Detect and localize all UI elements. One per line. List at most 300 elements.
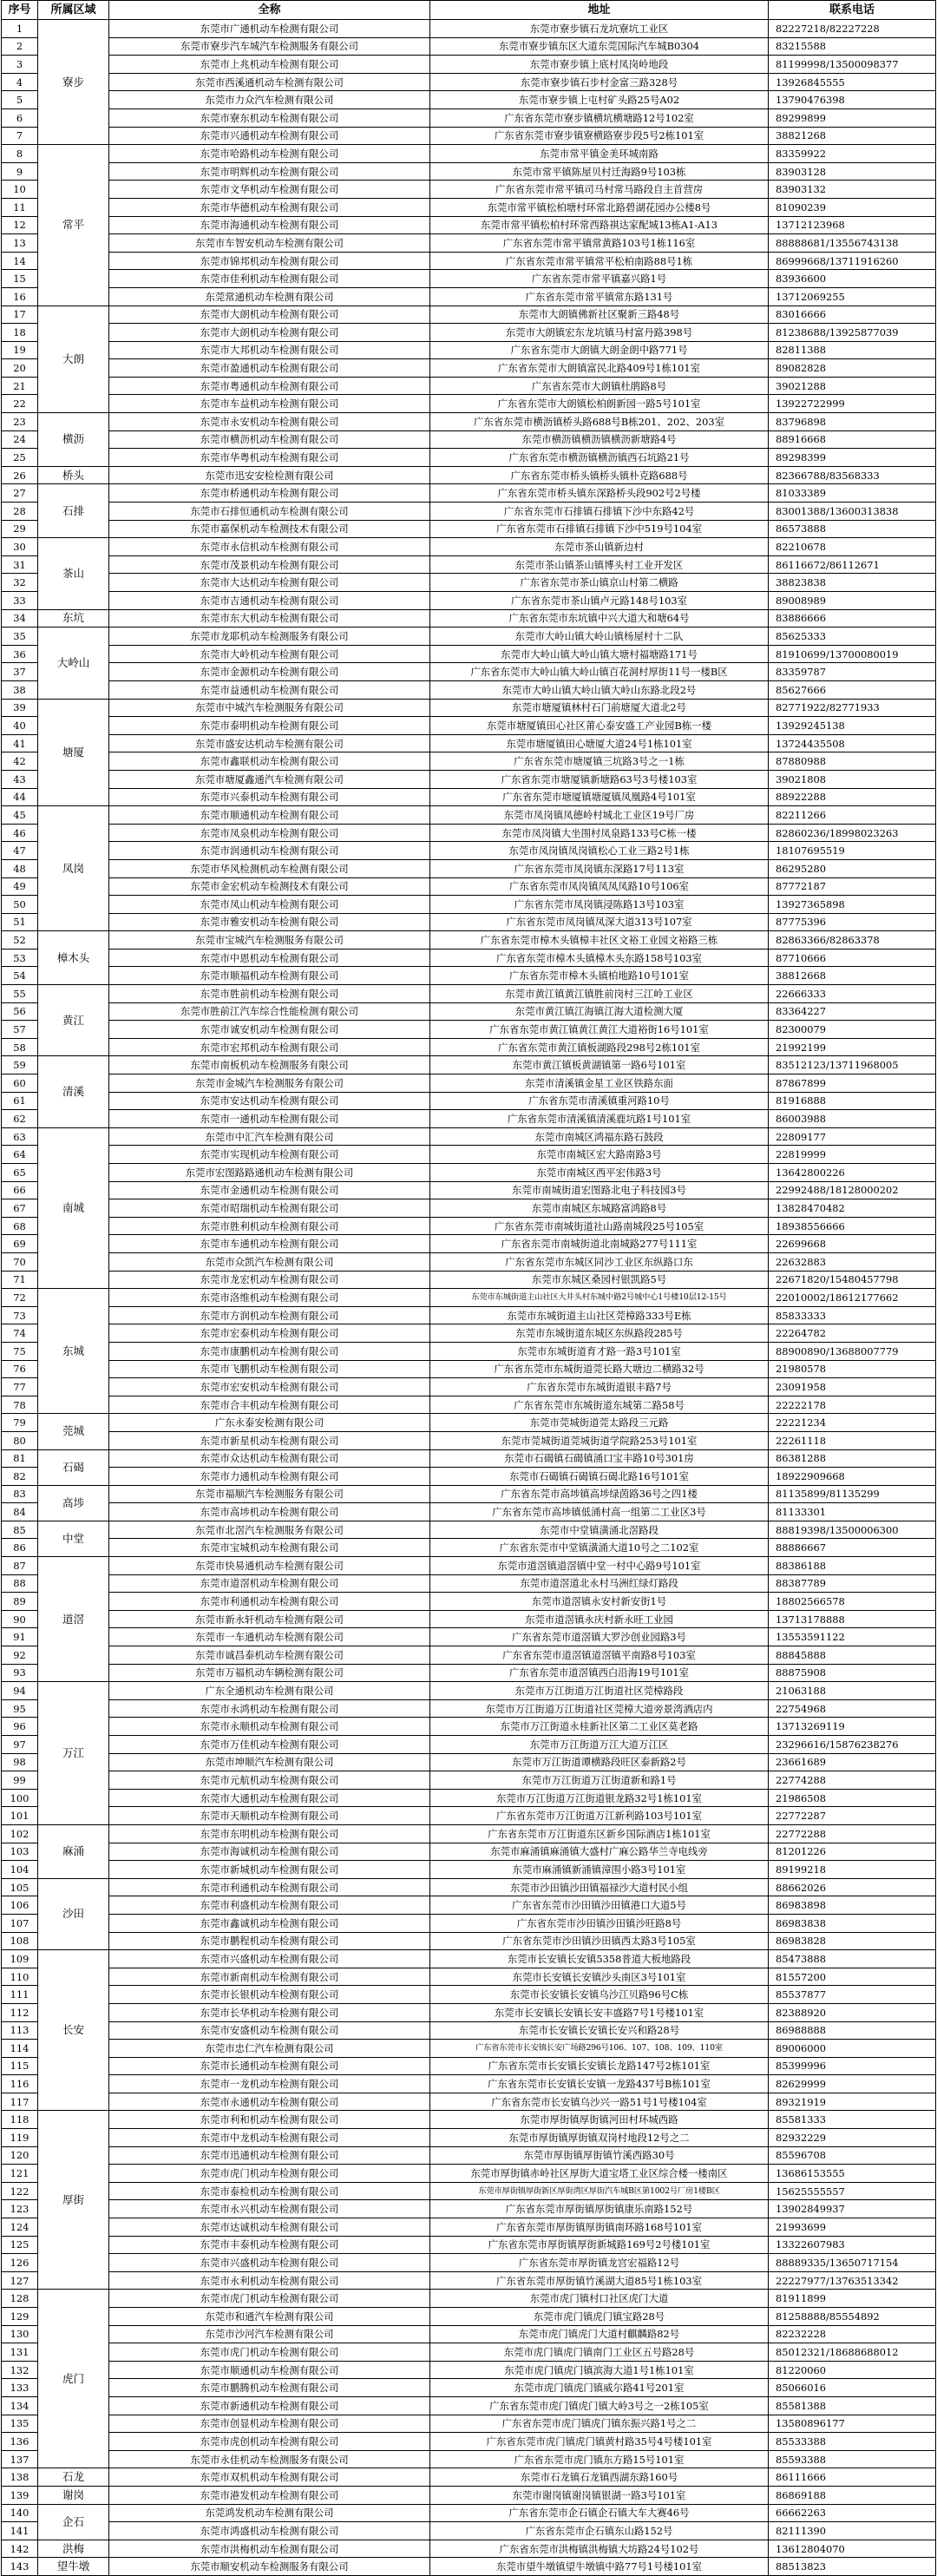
table-row xyxy=(2,503,936,521)
row-number: 75 xyxy=(2,1342,38,1360)
area-cell: 莞城 xyxy=(38,1414,109,1449)
company-address: 东莞市万江街道谭横路段旺区泰新路2号 xyxy=(430,1753,769,1771)
company-name: 东莞市泰检机动车检测有限公司 xyxy=(109,2182,430,2200)
table-row xyxy=(2,2182,936,2200)
phone-number: 85533388 xyxy=(769,2433,936,2451)
company-address: 广东省东莞市常平镇嘉兴路1号 xyxy=(430,270,769,288)
table-row xyxy=(2,252,936,270)
row-number: 127 xyxy=(2,2271,38,2290)
row-number: 61 xyxy=(2,1092,38,1110)
phone-number: 83215588 xyxy=(769,37,936,56)
company-name: 东莞市东明机动车检测有限公司 xyxy=(109,1824,430,1843)
row-number: 45 xyxy=(2,806,38,825)
phone-number: 82863366/82863378 xyxy=(769,931,936,950)
company-name: 东莞市西溪通机动车检测有限公司 xyxy=(109,73,430,91)
area-cell: 横沥 xyxy=(38,413,109,467)
phone-number: 82388920 xyxy=(769,2003,936,2021)
area-cell: 谢岗 xyxy=(38,2486,109,2504)
phone-number: 82629999 xyxy=(769,2075,936,2093)
company-name: 东莞市高埗机动车检测有限公司 xyxy=(109,1503,430,1521)
table-row xyxy=(2,1002,936,1021)
company-address: 东莞市莞城街道莞太路段三元路 xyxy=(430,1414,769,1432)
company-name: 东莞市宝城机动车检测有限公司 xyxy=(109,1539,430,1557)
phone-number: 87710666 xyxy=(769,949,936,967)
company-address: 东莞市虎门镇虎门大道村麒麟路82号 xyxy=(430,2325,769,2343)
company-name: 东莞市顺福机动车检测有限公司 xyxy=(109,967,430,985)
company-name: 东莞市虎门机动车检测有限公司 xyxy=(109,2290,430,2308)
row-number: 101 xyxy=(2,1807,38,1825)
row-number: 52 xyxy=(2,931,38,950)
phone-number: 85627666 xyxy=(769,680,936,699)
phone-number: 22772287 xyxy=(769,1807,936,1825)
company-name: 东莞市上兆机动车检测有限公司 xyxy=(109,56,430,74)
company-address: 广东省东莞市厚街镇竹溪湖大道85号1栋103室 xyxy=(430,2271,769,2290)
row-number: 9 xyxy=(2,162,38,181)
table-row xyxy=(2,1485,936,1503)
company-address: 东莞市寮步镇石龙坑寮坑工业区 xyxy=(430,20,769,38)
phone-number: 13713178888 xyxy=(769,1610,936,1628)
table-row xyxy=(2,413,936,431)
row-number: 40 xyxy=(2,717,38,735)
row-number: 66 xyxy=(2,1181,38,1199)
phone-number: 21063188 xyxy=(769,1682,936,1700)
company-name: 东莞市兴盛机动车检测有限公司 xyxy=(109,1950,430,1968)
row-number: 134 xyxy=(2,2396,38,2415)
table-row xyxy=(2,91,936,109)
area-cell: 虎门 xyxy=(38,2290,109,2468)
company-name: 东莞市雅安机动车检测有限公司 xyxy=(109,913,430,931)
company-address: 东莞市石龙镇石龙镇西湖东路160号 xyxy=(430,2468,769,2487)
row-number: 99 xyxy=(2,1771,38,1790)
phone-number: 81910699/13700080019 xyxy=(769,645,936,663)
phone-number: 13922722999 xyxy=(769,395,936,413)
row-number: 135 xyxy=(2,2415,38,2433)
phone-number: 22774288 xyxy=(769,1771,936,1790)
row-number: 124 xyxy=(2,2218,38,2237)
table-row xyxy=(2,1235,936,1253)
company-address: 广东省东莞市高埗镇低涌村高一组第二工业区3号 xyxy=(430,1503,769,1521)
table-row xyxy=(2,1503,936,1521)
company-name: 东莞市金城汽车检测服务有限公司 xyxy=(109,1074,430,1093)
company-name: 东莞市新星机动车检测有限公司 xyxy=(109,1431,430,1449)
phone-number: 86988888 xyxy=(769,2021,936,2040)
row-number: 103 xyxy=(2,1843,38,1861)
company-address: 东莞市虎门镇村口社区虎门大道 xyxy=(430,2290,769,2308)
phone-number: 13580896177 xyxy=(769,2415,936,2433)
row-number: 38 xyxy=(2,680,38,699)
table-row xyxy=(2,1306,936,1324)
row-number: 128 xyxy=(2,2290,38,2308)
row-number: 132 xyxy=(2,2361,38,2379)
table-row xyxy=(2,395,936,413)
company-address: 东莞市谢岗镇谢岗镇银湖一路3号101室 xyxy=(430,2486,769,2504)
phone-number: 89299899 xyxy=(769,108,936,127)
row-number: 106 xyxy=(2,1896,38,1915)
row-number: 129 xyxy=(2,2308,38,2326)
phone-number: 83359922 xyxy=(769,145,936,163)
table-row xyxy=(2,1932,936,1950)
table-row xyxy=(2,1021,936,1039)
company-name: 东莞市沙河汽车检测有限公司 xyxy=(109,2325,430,2343)
company-name: 东莞市鸿盛机动车检测有限公司 xyxy=(109,2522,430,2540)
company-name: 东莞市迅通机动车检测有限公司 xyxy=(109,2146,430,2165)
row-number: 68 xyxy=(2,1217,38,1235)
company-address: 广东省东莞市万江街道万江新利路103号101室 xyxy=(430,1807,769,1825)
company-name: 东莞市华风检测机动车检测有限公司 xyxy=(109,859,430,877)
company-address: 东莞市南城区西平宏伟路3号 xyxy=(430,1164,769,1182)
company-name: 东莞市天顺机动车检测有限公司 xyxy=(109,1807,430,1825)
table-row xyxy=(2,752,936,771)
company-name: 东莞市康鹏机动车检测有限公司 xyxy=(109,1342,430,1360)
phone-number: 86003988 xyxy=(769,1110,936,1128)
company-name: 东莞市石排恒通机动车检测有限公司 xyxy=(109,503,430,521)
row-number: 76 xyxy=(2,1360,38,1378)
table-row xyxy=(2,2236,936,2254)
table-row xyxy=(2,1324,936,1343)
company-address: 广东省东莞市道滘镇西白沿海19号101室 xyxy=(430,1664,769,1682)
row-number: 8 xyxy=(2,145,38,163)
row-number: 62 xyxy=(2,1110,38,1128)
company-name: 东莞市大岭机动车检测有限公司 xyxy=(109,645,430,663)
company-name: 东莞市利盛机动车检测有限公司 xyxy=(109,1896,430,1915)
table-row xyxy=(2,1521,936,1539)
table-row xyxy=(2,20,936,38)
company-address: 广东省东莞市常平镇常东路131号 xyxy=(430,287,769,306)
company-address: 广东省东莞市石排镇石排镇下沙中东路42号 xyxy=(430,503,769,521)
table-row xyxy=(2,2396,936,2415)
table-row xyxy=(2,2450,936,2468)
table-row xyxy=(2,1539,936,1557)
company-name: 东莞市大通机动车检测有限公司 xyxy=(109,1789,430,1807)
row-number: 79 xyxy=(2,1414,38,1432)
row-number: 57 xyxy=(2,1021,38,1039)
row-number: 24 xyxy=(2,430,38,449)
row-number: 138 xyxy=(2,2468,38,2487)
company-address: 广东省东莞市寮步镇寮横路寮步段5号2栋101室 xyxy=(430,127,769,145)
phone-number: 22772288 xyxy=(769,1824,936,1843)
company-name: 东莞市虎创机动车检测有限公司 xyxy=(109,2433,430,2451)
phone-number: 81220060 xyxy=(769,2361,936,2379)
company-address: 东莞市石碣镇石碣镇石碣北路16号101室 xyxy=(430,1468,769,1486)
row-number: 17 xyxy=(2,306,38,324)
company-address: 东莞市寮步镇上屯村矿头路25号A02 xyxy=(430,91,769,109)
table-row xyxy=(2,56,936,74)
company-name: 东莞市车智安机动车检测有限公司 xyxy=(109,234,430,253)
table-row xyxy=(2,449,936,467)
phone-number: 87867899 xyxy=(769,1074,936,1093)
area-cell: 企石 xyxy=(38,2504,109,2540)
table-row xyxy=(2,1252,936,1271)
phone-number: 87772187 xyxy=(769,877,936,896)
row-number: 85 xyxy=(2,1521,38,1539)
phone-number: 82860236/18998023263 xyxy=(769,824,936,842)
phone-number: 22819999 xyxy=(769,1146,936,1164)
phone-number: 13686153555 xyxy=(769,2165,936,2183)
phone-number: 86983838 xyxy=(769,1914,936,1932)
company-name: 东莞市众达机动车检测有限公司 xyxy=(109,1449,430,1468)
company-name: 东莞市胜利机动车检测有限公司 xyxy=(109,1217,430,1235)
row-number: 120 xyxy=(2,2146,38,2165)
row-number: 69 xyxy=(2,1235,38,1253)
header-row xyxy=(2,1,936,20)
company-address: 广东省东莞市横沥镇桥头路688号B栋201、202、203室 xyxy=(430,413,769,431)
phone-number: 81557200 xyxy=(769,1968,936,1986)
company-address: 东莞市道滘镇永安村新安街1号 xyxy=(430,1593,769,1611)
table-row xyxy=(2,1199,936,1218)
phone-number: 88922288 xyxy=(769,788,936,806)
table-row xyxy=(2,1699,936,1718)
company-name: 东莞市顺通机动车检测有限公司 xyxy=(109,806,430,825)
company-address: 广东省东莞市南城街道社山路南城段25号105室 xyxy=(430,1217,769,1235)
row-number: 104 xyxy=(2,1861,38,1879)
table-row xyxy=(2,270,936,288)
company-address: 东莞市南城区宏大路南路3号 xyxy=(430,1146,769,1164)
area-cell: 凤岗 xyxy=(38,806,109,931)
company-address: 广东省东莞市万江街道东区新乡国际酒店1栋101室 xyxy=(430,1824,769,1843)
row-number: 115 xyxy=(2,2057,38,2075)
row-number: 46 xyxy=(2,824,38,842)
company-address: 东莞市东城街道主山社区莞樟路333号E栋 xyxy=(430,1306,769,1324)
row-number: 112 xyxy=(2,2003,38,2021)
company-name: 东莞市利通机动车检测有限公司 xyxy=(109,1593,430,1611)
table-row xyxy=(2,2129,936,2147)
row-number: 117 xyxy=(2,2093,38,2111)
phone-number: 21980578 xyxy=(769,1360,936,1378)
company-name: 东莞市诚安机动车检测有限公司 xyxy=(109,1021,430,1039)
phone-number: 82232228 xyxy=(769,2325,936,2343)
company-address: 广东省东莞市厚街镇龙宫宏福路12号 xyxy=(430,2254,769,2272)
company-address: 广东省东莞市沙田镇沙田镇西太路3号105室 xyxy=(430,1932,769,1950)
phone-number: 85593388 xyxy=(769,2450,936,2468)
phone-number: 82211266 xyxy=(769,806,936,825)
company-name: 东莞市益通机动车检测有限公司 xyxy=(109,680,430,699)
phone-number: 81135899/81135299 xyxy=(769,1485,936,1503)
table-row xyxy=(2,1843,936,1861)
company-name: 东莞市新城机动车检测有限公司 xyxy=(109,1861,430,1879)
phone-number: 38821268 xyxy=(769,127,936,145)
phone-number: 86116672/86112671 xyxy=(769,555,936,574)
row-number: 142 xyxy=(2,2540,38,2558)
company-name: 东莞市洪梅机动车检测有限公司 xyxy=(109,2540,430,2558)
phone-number: 82771922/82771933 xyxy=(769,699,936,717)
row-number: 23 xyxy=(2,413,38,431)
table-row xyxy=(2,341,936,359)
company-address: 东莞市厚街镇厚街镇双岗村地段12号之二 xyxy=(430,2129,769,2147)
company-address: 广东省东莞市长安镇长安镇一龙路437号B栋101室 xyxy=(430,2075,769,2093)
phone-number: 66662263 xyxy=(769,2504,936,2522)
company-address: 东莞市长安镇长安镇乌沙江贝路96号C栋 xyxy=(430,1986,769,2004)
table-row xyxy=(2,788,936,806)
company-name: 东莞市诚昌泰机动车检测有限公司 xyxy=(109,1646,430,1665)
table-row xyxy=(2,1753,936,1771)
row-number: 14 xyxy=(2,252,38,270)
phone-number: 86381288 xyxy=(769,1449,936,1468)
company-name: 东莞市塘厦鑫通汽车检测有限公司 xyxy=(109,770,430,788)
row-number: 125 xyxy=(2,2236,38,2254)
company-address: 东莞市茶山镇新边村 xyxy=(430,538,769,556)
company-address: 东莞市寮步镇东区大道东莞国际汽车城B0304 xyxy=(430,37,769,56)
company-address: 东莞市麻涌镇新涌镇漳围小路3号101室 xyxy=(430,1861,769,1879)
company-name: 东莞市迅安安检检测有限公司 xyxy=(109,466,430,484)
company-address: 东莞市虎门镇虎门镇滨海大道1号1栋101室 xyxy=(430,2361,769,2379)
row-number: 133 xyxy=(2,2379,38,2397)
phone-number: 22699668 xyxy=(769,1235,936,1253)
company-address: 广东省东莞市厚街镇厚街镇康乐南路152号 xyxy=(430,2200,769,2218)
company-address: 东莞市南城街道宏图路北电子科技园3号 xyxy=(430,1181,769,1199)
company-name: 东莞市鹏程机动车检测有限公司 xyxy=(109,1932,430,1950)
row-number: 119 xyxy=(2,2129,38,2147)
phone-number: 22632883 xyxy=(769,1252,936,1271)
company-name: 东莞市鑫联机动车检测有限公司 xyxy=(109,752,430,771)
company-address: 广东省东莞市沙田镇沙田镇港口大道5号 xyxy=(430,1896,769,1915)
table-row xyxy=(2,1593,936,1611)
row-number: 121 xyxy=(2,2165,38,2183)
row-number: 100 xyxy=(2,1789,38,1807)
area-cell: 长安 xyxy=(38,1950,109,2111)
company-address: 东莞市东城街道东城区东纵路段285号 xyxy=(430,1324,769,1343)
company-address: 广东省东莞市企石镇东山路152号 xyxy=(430,2522,769,2540)
table-row xyxy=(2,377,936,395)
table-row xyxy=(2,2433,936,2451)
header-address: 地址 xyxy=(430,1,769,20)
row-number: 51 xyxy=(2,913,38,931)
company-address: 东莞市道滘镇永庆村新永旺工业园 xyxy=(430,1610,769,1628)
company-name: 东莞市坤顺汽车检测有限公司 xyxy=(109,1753,430,1771)
company-name: 东莞市泰明机动车检测有限公司 xyxy=(109,717,430,735)
phone-number: 88386188 xyxy=(769,1557,936,1575)
company-address: 东莞市道滘镇道滘镇中堂一村中心路9号101室 xyxy=(430,1557,769,1575)
table-row xyxy=(2,73,936,91)
company-name: 东莞市安达机动车检测有限公司 xyxy=(109,1092,430,1110)
row-number: 15 xyxy=(2,270,38,288)
area-cell: 东城 xyxy=(38,1289,109,1414)
company-name: 东莞市佳利机动车检测有限公司 xyxy=(109,270,430,288)
phone-number: 85625333 xyxy=(769,628,936,646)
table-row xyxy=(2,1342,936,1360)
company-address: 广东省东莞市大朗镇大朗金朗中路771号 xyxy=(430,341,769,359)
company-name: 东莞市新永轩机动车检测有限公司 xyxy=(109,1610,430,1628)
company-name: 东莞市海诚机动车检测有限公司 xyxy=(109,1843,430,1861)
row-number: 92 xyxy=(2,1646,38,1665)
company-address: 东莞市万江街道万江街道社区莞樟路段 xyxy=(430,1682,769,1700)
row-number: 96 xyxy=(2,1718,38,1736)
table-row xyxy=(2,2361,936,2379)
row-number: 26 xyxy=(2,466,38,484)
company-address: 东莞市寮步镇上底村凤岗岭地段 xyxy=(430,56,769,74)
company-name: 广东永泰安检测有限公司 xyxy=(109,1414,430,1432)
table-body xyxy=(2,20,936,2576)
header-no: 序号 xyxy=(2,1,38,20)
company-name: 东莞市大达机动车检测有限公司 xyxy=(109,574,430,592)
table-row xyxy=(2,2093,936,2111)
phone-number: 82227218/82227228 xyxy=(769,20,936,38)
company-address: 广东省东莞市虎门镇虎门镇东振兴路1号之二 xyxy=(430,2415,769,2433)
company-name: 东莞市长华机动车检测有限公司 xyxy=(109,2003,430,2021)
table-row xyxy=(2,1360,936,1378)
row-number: 77 xyxy=(2,1378,38,1396)
company-address: 广东省东莞市长安镇长安镇长龙路147号2栋101室 xyxy=(430,2057,769,2075)
company-address: 东莞市常平镇陈屋贝村迁海路9号103栋 xyxy=(430,162,769,181)
company-name: 东莞市宏邦机动车检测有限公司 xyxy=(109,1038,430,1056)
row-number: 114 xyxy=(2,2040,38,2058)
company-name: 东莞市中龙机动车检测有限公司 xyxy=(109,2129,430,2147)
row-number: 109 xyxy=(2,1950,38,1968)
table-row xyxy=(2,2415,936,2433)
company-name: 东莞市明辉机动车检测有限公司 xyxy=(109,162,430,181)
table-row xyxy=(2,2021,936,2040)
company-name: 东莞市万佳机动车检测有限公司 xyxy=(109,1736,430,1754)
company-name: 东莞市福顺汽车检测服务有限公司 xyxy=(109,1485,430,1503)
company-address: 东莞市莞城街道莞城街道学院路253号101室 xyxy=(430,1431,769,1449)
phone-number: 13790476398 xyxy=(769,91,936,109)
row-number: 29 xyxy=(2,520,38,538)
phone-number: 89321919 xyxy=(769,2093,936,2111)
table-row xyxy=(2,1682,936,1700)
table-row xyxy=(2,1736,936,1754)
area-cell: 沙田 xyxy=(38,1878,109,1949)
table-row xyxy=(2,2271,936,2290)
company-name: 东莞市力通机动车检测有限公司 xyxy=(109,1468,430,1486)
company-address: 广东省东莞市常平镇司马村常马路段自主首营房 xyxy=(430,181,769,199)
table-row xyxy=(2,234,936,253)
row-number: 55 xyxy=(2,985,38,1003)
row-number: 18 xyxy=(2,324,38,342)
area-cell: 石排 xyxy=(38,484,109,538)
row-number: 44 xyxy=(2,788,38,806)
company-name: 东莞市永兴机动车检测有限公司 xyxy=(109,2200,430,2218)
row-number: 3 xyxy=(2,56,38,74)
row-number: 108 xyxy=(2,1932,38,1950)
phone-number: 89199218 xyxy=(769,1861,936,1879)
table-row xyxy=(2,609,936,628)
phone-number: 88900890/13688007779 xyxy=(769,1342,936,1360)
area-cell: 樟木头 xyxy=(38,931,109,985)
phone-number: 85473888 xyxy=(769,1950,936,1968)
row-number: 131 xyxy=(2,2343,38,2362)
table-row xyxy=(2,896,936,914)
company-address: 东莞市黄江镇黄江镇胜前岗村三江岭工业区 xyxy=(430,985,769,1003)
table-row xyxy=(2,1950,936,1968)
company-name: 东莞市快易通机动车检测有限公司 xyxy=(109,1557,430,1575)
company-address: 东莞市南城区鸿福东路石鼓段 xyxy=(430,1127,769,1146)
table-row xyxy=(2,1431,936,1449)
company-address: 广东省东莞市洪梅镇洪梅镇大坊路24号102号 xyxy=(430,2540,769,2558)
phone-number: 83359787 xyxy=(769,663,936,681)
table-row xyxy=(2,1127,936,1146)
phone-number: 81911899 xyxy=(769,2290,936,2308)
company-name: 东莞市胜前机动车检测有限公司 xyxy=(109,985,430,1003)
company-address: 东莞市黄江镇江海镇江海大道检测大厦 xyxy=(430,1002,769,1021)
company-name: 东莞市合丰机动车检测有限公司 xyxy=(109,1396,430,1414)
area-cell: 万江 xyxy=(38,1682,109,1825)
row-number: 95 xyxy=(2,1699,38,1718)
phone-number: 83936600 xyxy=(769,270,936,288)
company-name: 东莞市新通机动车检测有限公司 xyxy=(109,2396,430,2415)
table-row xyxy=(2,108,936,127)
company-name: 东莞市胜前江汽车综合性能检测有限公司 xyxy=(109,1002,430,1021)
row-number: 49 xyxy=(2,877,38,896)
company-name: 东莞市一通机动车检测有限公司 xyxy=(109,1110,430,1128)
area-cell: 麻涌 xyxy=(38,1824,109,1878)
company-address: 东莞市常平镇金美环城南路 xyxy=(430,145,769,163)
header-area: 所属区域 xyxy=(38,1,109,20)
phone-number: 13902849937 xyxy=(769,2200,936,2218)
row-number: 78 xyxy=(2,1396,38,1414)
phone-number: 86983898 xyxy=(769,1896,936,1915)
table-row xyxy=(2,2057,936,2075)
table-row xyxy=(2,1038,936,1056)
company-name: 东莞市大朗机动车检测有限公司 xyxy=(109,324,430,342)
